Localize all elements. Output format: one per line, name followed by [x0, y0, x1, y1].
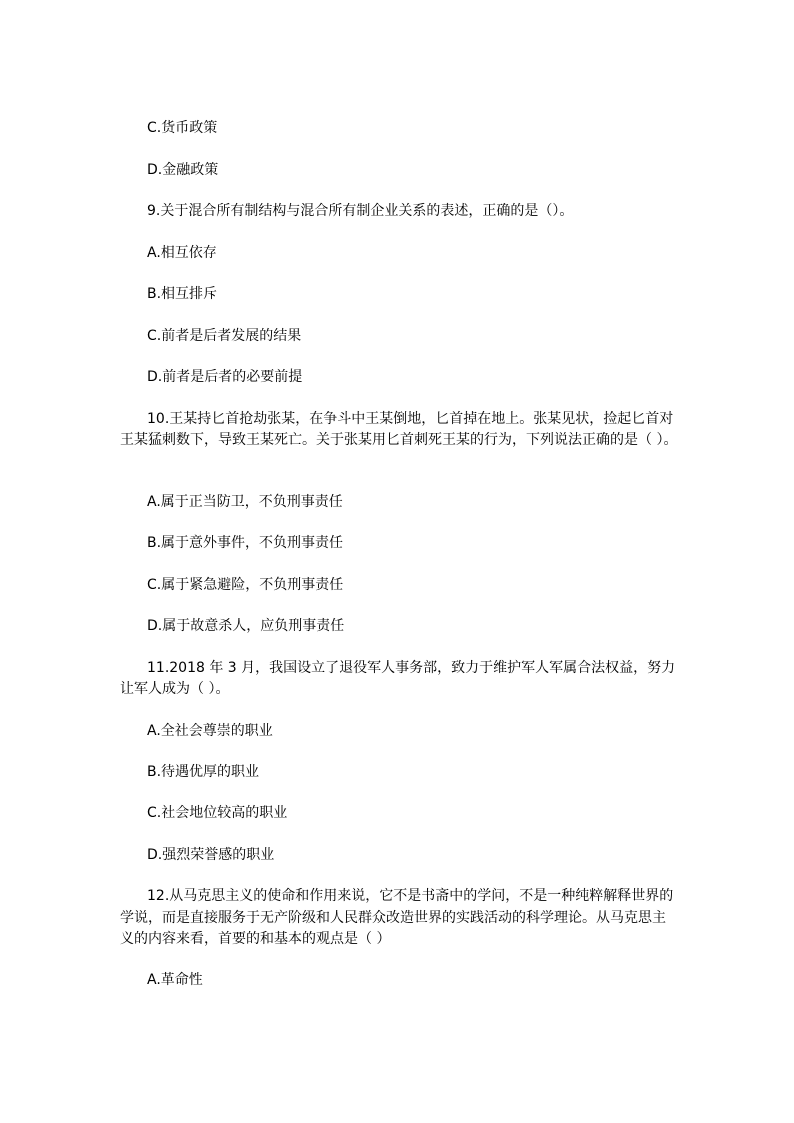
option-c-q11: C.社会地位较高的职业	[147, 805, 288, 821]
option-a-q12: A.革命性	[147, 972, 203, 988]
option-b-q10: B.属于意外事件，不负刑事责任	[147, 535, 344, 551]
option-d-q11: D.强烈荣誉感的职业	[147, 847, 275, 863]
option-b-q9: B.相互排斥	[147, 286, 218, 302]
question-10-line-1: 10.王某持匕首抢劫张某，在争斗中王某倒地，匕首掉在地上。张某见状，捡起匕首对	[147, 411, 674, 427]
option-d-q10: D.属于故意杀人，应负刑事责任	[147, 618, 345, 634]
question-10-line-2: 王某猛刺数下，导致王某死亡。关于张某用匕首刺死王某的行为，下列说法正确的是（ ）。	[120, 432, 678, 448]
option-d-q9: D.前者是后者的必要前提	[147, 369, 303, 385]
option-a-q9: A.相互依存	[147, 245, 217, 261]
question-12-line-2: 学说，而是直接服务于无产阶级和人民群众改造世界的实践活动的科学理论。从马克思主	[120, 910, 666, 926]
option-a-q11: A.全社会尊崇的职业	[147, 723, 273, 739]
question-11-line-2: 让军人成为（ ）。	[120, 681, 230, 697]
option-c-q8: C.货币政策	[147, 120, 218, 136]
option-d-q8: D.金融政策	[147, 162, 219, 178]
option-c-q9: C.前者是后者发展的结果	[147, 328, 302, 344]
option-b-q11: B.待遇优厚的职业	[147, 764, 260, 780]
question-9: 9.关于混合所有制结构与混合所有制企业关系的表述，正确的是（）。	[147, 203, 574, 219]
option-a-q10: A.属于正当防卫，不负刑事责任	[147, 494, 343, 510]
question-12-line-1: 12.从马克思主义的使命和作用来说，它不是书斋中的学问，不是一种纯粹解释世界的	[147, 888, 674, 904]
question-11-line-1: 11.2018 年 3 月，我国设立了退役军人事务部，致力于维护军人军属合法权益，努力	[147, 660, 676, 676]
question-12-line-3: 义的内容来看，首要的和基本的观点是（ ）	[120, 931, 391, 947]
option-c-q10: C.属于紧急避险，不负刑事责任	[147, 577, 344, 593]
